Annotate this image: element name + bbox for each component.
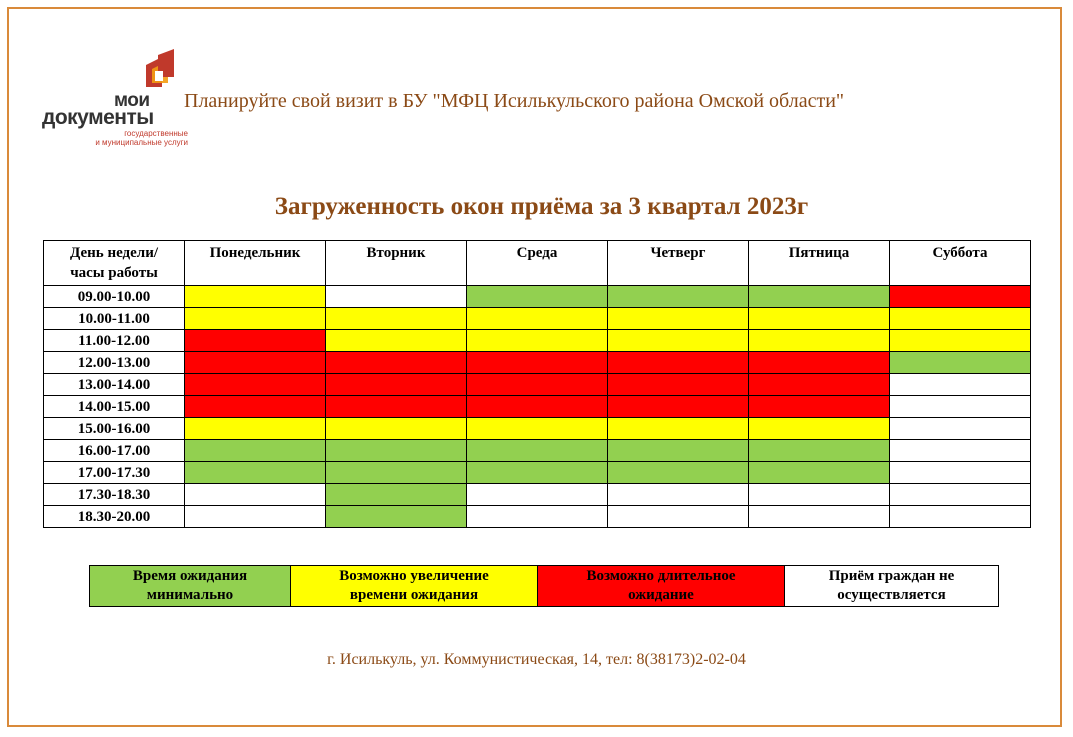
load-cell bbox=[749, 462, 890, 484]
table-row bbox=[44, 506, 1031, 528]
load-cell bbox=[326, 418, 467, 440]
load-cell bbox=[890, 308, 1031, 330]
legend-no-reception-line2: осуществляется bbox=[837, 587, 946, 603]
legend-no-reception-line1: Приём граждан не bbox=[828, 568, 955, 584]
table-row bbox=[44, 462, 1031, 484]
logo-line-dokumenty: документы bbox=[42, 106, 154, 129]
time-slot-cell: 13.00-14.00 bbox=[44, 374, 185, 396]
load-cell bbox=[326, 462, 467, 484]
main-title: Загруженность окон приёма за 3 квартал 2023г bbox=[274, 193, 809, 220]
legend-increased-wait-line1: Возможно увеличение bbox=[339, 568, 489, 584]
load-cell bbox=[608, 484, 749, 506]
legend-long-wait-line1: Возможно длительное bbox=[586, 568, 736, 584]
load-cell bbox=[890, 462, 1031, 484]
load-cell bbox=[326, 396, 467, 418]
load-cell bbox=[467, 418, 608, 440]
load-cell bbox=[185, 330, 326, 352]
table-row bbox=[44, 308, 1031, 330]
load-cell bbox=[608, 462, 749, 484]
table-row bbox=[44, 396, 1031, 418]
load-cell bbox=[467, 440, 608, 462]
load-cell bbox=[890, 330, 1031, 352]
load-cell bbox=[608, 440, 749, 462]
legend-minimal-wait-line2: минимально bbox=[146, 587, 234, 603]
footer-address: г. Исилькуль, ул. Коммунистическая, 14, тел: 8(38173)2-02-04 bbox=[327, 651, 746, 668]
load-cell bbox=[749, 396, 890, 418]
load-cell bbox=[890, 506, 1031, 528]
time-slot-cell: 16.00-17.00 bbox=[44, 440, 185, 462]
logo-line-moi: мои bbox=[114, 90, 150, 111]
load-cell bbox=[467, 484, 608, 506]
table-row bbox=[44, 330, 1031, 352]
table-row bbox=[44, 286, 1031, 308]
table-row bbox=[44, 418, 1031, 440]
load-cell bbox=[749, 506, 890, 528]
day-header: Пятница bbox=[749, 241, 890, 286]
load-cell bbox=[326, 352, 467, 374]
load-cell bbox=[326, 286, 467, 308]
logo-tagline-line2: и муниципальные услуги bbox=[95, 138, 188, 147]
time-slot-cell: 17.00-17.30 bbox=[44, 462, 185, 484]
load-cell bbox=[890, 352, 1031, 374]
load-cell bbox=[467, 374, 608, 396]
load-cell bbox=[749, 440, 890, 462]
logo-mark-icon bbox=[138, 47, 178, 89]
load-cell bbox=[749, 286, 890, 308]
load-cell bbox=[890, 374, 1031, 396]
load-cell bbox=[890, 418, 1031, 440]
legend-row bbox=[90, 566, 999, 607]
load-cell bbox=[467, 330, 608, 352]
legend-minimal-wait bbox=[90, 566, 291, 607]
load-cell bbox=[608, 374, 749, 396]
day-header: Понедельник bbox=[185, 241, 326, 286]
load-cell bbox=[749, 484, 890, 506]
time-header-line2: часы работы bbox=[70, 265, 158, 281]
time-slot-cell: 10.00-11.00 bbox=[44, 308, 185, 330]
load-cell bbox=[326, 308, 467, 330]
table-row bbox=[44, 374, 1031, 396]
load-cell bbox=[185, 396, 326, 418]
load-cell bbox=[326, 440, 467, 462]
load-cell bbox=[185, 374, 326, 396]
load-cell bbox=[608, 418, 749, 440]
legend-no-reception bbox=[785, 566, 999, 607]
table-row bbox=[44, 440, 1031, 462]
table-row bbox=[44, 484, 1031, 506]
load-cell bbox=[608, 506, 749, 528]
load-cell bbox=[467, 506, 608, 528]
time-slot-cell: 17.30-18.30 bbox=[44, 484, 185, 506]
load-cell bbox=[185, 308, 326, 330]
load-cell bbox=[890, 396, 1031, 418]
load-cell bbox=[467, 462, 608, 484]
day-header: Четверг bbox=[608, 241, 749, 286]
load-cell bbox=[185, 440, 326, 462]
legend-increased-wait-line2: времени ожидания bbox=[349, 587, 479, 603]
legend-long-wait-line2: ожидание bbox=[628, 587, 694, 603]
table-header-row bbox=[44, 241, 1031, 286]
time-column-header bbox=[44, 241, 185, 286]
load-cell bbox=[608, 330, 749, 352]
load-cell bbox=[467, 352, 608, 374]
moi-dokumenty-logo bbox=[38, 47, 188, 152]
load-cell bbox=[185, 352, 326, 374]
time-slot-cell: 12.00-13.00 bbox=[44, 352, 185, 374]
load-cell bbox=[749, 418, 890, 440]
legend-table bbox=[89, 565, 999, 607]
load-cell bbox=[749, 330, 890, 352]
day-header: Вторник bbox=[326, 241, 467, 286]
table-row bbox=[44, 352, 1031, 374]
day-header: Суббота bbox=[890, 241, 1031, 286]
load-cell bbox=[326, 506, 467, 528]
load-cell bbox=[467, 308, 608, 330]
logo-tagline-line1: государственные bbox=[124, 129, 188, 138]
day-header: Среда bbox=[467, 241, 608, 286]
load-cell bbox=[467, 286, 608, 308]
legend-increased-wait bbox=[291, 566, 538, 607]
time-slot-cell: 14.00-15.00 bbox=[44, 396, 185, 418]
load-cell bbox=[185, 484, 326, 506]
load-cell bbox=[749, 374, 890, 396]
load-cell bbox=[185, 418, 326, 440]
load-cell bbox=[326, 374, 467, 396]
legend-minimal-wait-line1: Время ожидания bbox=[132, 568, 248, 584]
header-title: Планируйте свой визит в БУ "МФЦ Исилькульского района Омской области" bbox=[184, 90, 845, 112]
load-cell bbox=[749, 352, 890, 374]
time-slot-cell: 11.00-12.00 bbox=[44, 330, 185, 352]
load-cell bbox=[326, 330, 467, 352]
load-cell bbox=[890, 440, 1031, 462]
time-slot-cell: 18.30-20.00 bbox=[44, 506, 185, 528]
load-cell bbox=[326, 484, 467, 506]
load-cell bbox=[749, 308, 890, 330]
load-cell bbox=[608, 286, 749, 308]
load-cell bbox=[467, 396, 608, 418]
load-cell bbox=[890, 484, 1031, 506]
load-cell bbox=[185, 462, 326, 484]
load-cell bbox=[185, 286, 326, 308]
load-cell bbox=[185, 506, 326, 528]
load-cell bbox=[608, 352, 749, 374]
load-cell bbox=[890, 286, 1031, 308]
legend-long-wait bbox=[538, 566, 785, 607]
schedule-table bbox=[43, 240, 1031, 528]
time-slot-cell: 15.00-16.00 bbox=[44, 418, 185, 440]
load-cell bbox=[608, 396, 749, 418]
logo-tagline bbox=[88, 129, 188, 147]
time-slot-cell: 09.00-10.00 bbox=[44, 286, 185, 308]
load-cell bbox=[608, 308, 749, 330]
time-header-line1: День недели/ bbox=[69, 245, 159, 261]
